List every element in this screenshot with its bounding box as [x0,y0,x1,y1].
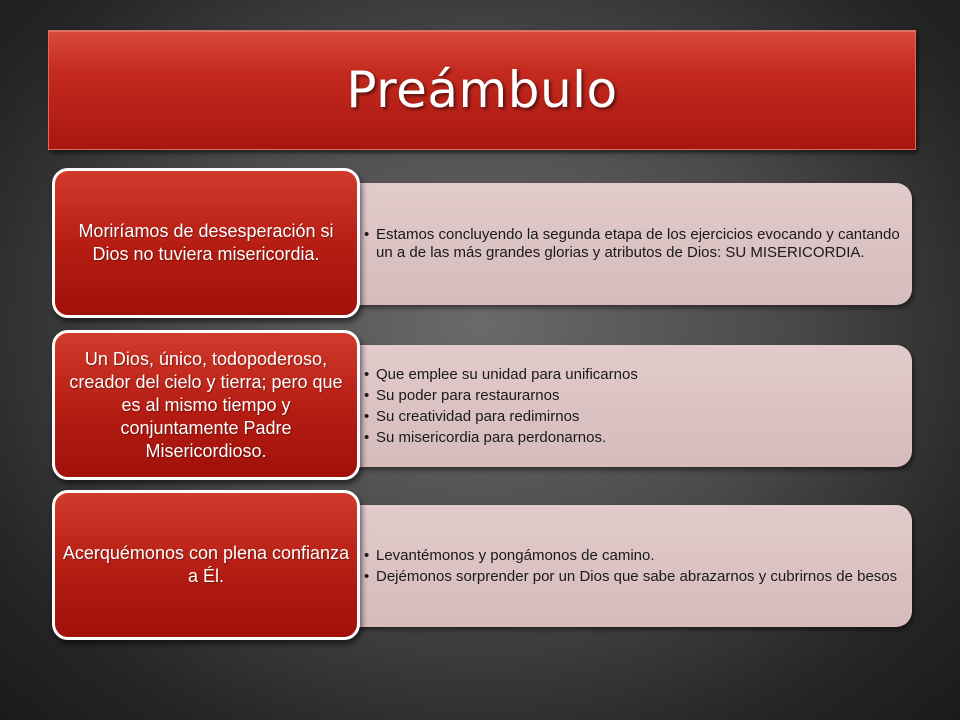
bullet-item: • Que emplee su unidad para unificarnos [360,366,900,384]
bullet-panel-3 [302,505,912,627]
bullet-item: • Su creatividad para redimirnos [360,408,900,426]
label-text-1: Moriríamos de desesperación si Dios no tuviera misericordia. [78,221,334,264]
content-row-1 [52,168,914,318]
label-text-2: Un Dios, único, todopoderoso, creador del cielo y tierra; pero que es al mismo tiempo y conjuntamente Padre Misericordioso. [69,348,343,461]
label-box-1 [52,168,360,318]
label-text-3: Acerquémonos con plena confianza a Él. [62,543,350,586]
bullet-item: • Levantémonos y pongámonos de camino. [360,547,900,565]
bullet-list-1 [360,223,900,265]
label-box-3 [52,490,360,640]
bullet-item: • Estamos concluyendo la segunda etapa de los ejercicios evocando y cantando un a de las más grandes glorias y atributos de Dios: SU MISERICORDIA. [360,226,900,262]
bullet-panel-2 [302,345,912,467]
content-row-3 [52,490,914,640]
bullet-item: • Su poder para restaurarnos [360,387,900,405]
slide-title: Preámbulo [346,61,618,119]
bullet-list-2 [360,363,900,450]
label-box-2 [52,330,360,480]
content-row-2 [52,330,914,480]
bullet-item: • Su misericordia para perdonarnos. [360,429,900,447]
bullet-list-3 [360,544,900,589]
bullet-item: • Dejémonos sorprender por un Dios que sabe abrazarnos y cubrirnos de besos [360,568,900,586]
bullet-panel-1 [302,183,912,305]
slide-title-bar [48,30,916,150]
